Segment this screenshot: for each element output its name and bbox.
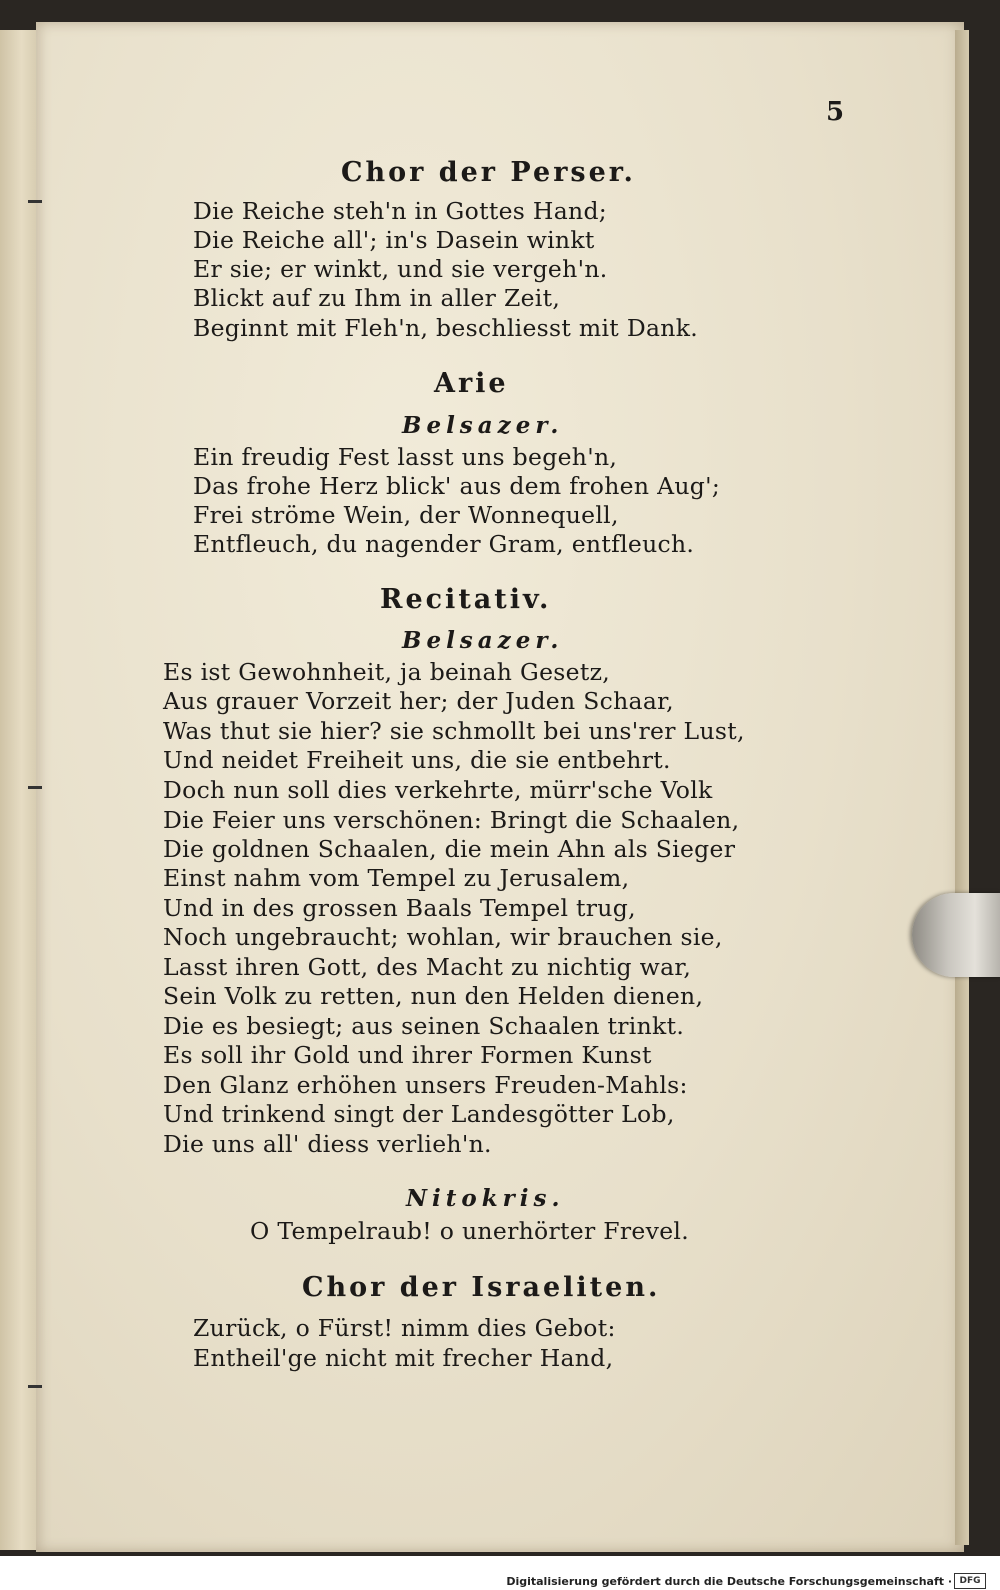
- speaker-name: Nitokris.: [406, 1185, 565, 1212]
- verse-line: Und in des grossen Baals Tempel trug,: [163, 894, 636, 922]
- verse-line: Noch ungebraucht; wohlan, wir brauchen sie,: [163, 923, 723, 951]
- verse-line: Das frohe Herz blick' aus dem frohen Aug';: [193, 472, 721, 500]
- verse-line: Und neidet Freiheit uns, die sie entbehrt.: [163, 746, 671, 774]
- verse-line: Was thut sie hier? sie schmollt bei uns'rer Lust,: [163, 717, 745, 745]
- verse-line: Frei ströme Wein, der Wonnequell,: [193, 501, 619, 529]
- verse-line: Die uns all' diess verlieh'n.: [163, 1130, 492, 1158]
- section-heading: Arie: [434, 368, 509, 399]
- verse-line: Den Glanz erhöhen unsers Freuden-Mahls:: [163, 1071, 688, 1099]
- page-text: [36, 22, 964, 1552]
- verse-line: O Tempelraub! o unerhörter Frevel.: [250, 1217, 689, 1245]
- verse-line: Aus grauer Vorzeit her; der Juden Schaar,: [163, 687, 674, 715]
- verse-line: Die goldnen Schaalen, die mein Ahn als Sieger: [163, 835, 736, 863]
- funding-credit: Digitalisierung gefördert durch die Deutsche Forschungsgemeinschaft ·: [506, 1575, 952, 1588]
- verse-line: Ein freudig Fest lasst uns begeh'n,: [193, 443, 618, 471]
- verse-line: Es ist Gewohnheit, ja beinah Gesetz,: [163, 658, 611, 686]
- left-page-edge: [0, 30, 38, 1550]
- verse-line: Zurück, o Fürst! nimm dies Gebot:: [193, 1314, 616, 1342]
- verse-line: Die Reiche all'; in's Dasein winkt: [193, 226, 595, 254]
- verse-line: Die Reiche steh'n in Gottes Hand;: [193, 197, 608, 225]
- section-heading: Chor der Perser.: [341, 157, 636, 188]
- speaker-name: Belsazer.: [402, 412, 564, 439]
- verse-line: Er sie; er winkt, und sie vergeh'n.: [193, 255, 608, 283]
- verse-line: Blickt auf zu Ihm in aller Zeit,: [193, 284, 561, 312]
- verse-line: Lasst ihren Gott, des Macht zu nichtig war,: [163, 953, 692, 981]
- verse-line: Doch nun soll dies verkehrte, mürr'sche Volk: [163, 776, 713, 804]
- verse-line: Es soll ihr Gold und ihrer Formen Kunst: [163, 1041, 652, 1069]
- verse-line: Beginnt mit Fleh'n, beschliesst mit Dank.: [193, 314, 699, 342]
- verse-line: Sein Volk zu retten, nun den Helden dienen,: [163, 982, 704, 1010]
- dfg-logo: DFG: [954, 1573, 986, 1589]
- verse-line: Einst nahm vom Tempel zu Jerusalem,: [163, 864, 630, 892]
- verse-line: Entheil'ge nicht mit frecher Hand,: [193, 1344, 614, 1372]
- section-heading: Recitativ.: [380, 584, 552, 615]
- verse-line: Die Feier uns verschönen: Bringt die Schaalen,: [163, 806, 740, 834]
- page-number: 5: [826, 97, 845, 127]
- speaker-name: Belsazer.: [402, 627, 564, 654]
- verse-line: Die es besiegt; aus seinen Schaalen trinkt.: [163, 1012, 685, 1040]
- verse-line: Entfleuch, du nagender Gram, entfleuch.: [193, 530, 695, 558]
- section-heading: Chor der Israeliten.: [302, 1272, 661, 1303]
- verse-line: Und trinkend singt der Landesgötter Lob,: [163, 1100, 675, 1128]
